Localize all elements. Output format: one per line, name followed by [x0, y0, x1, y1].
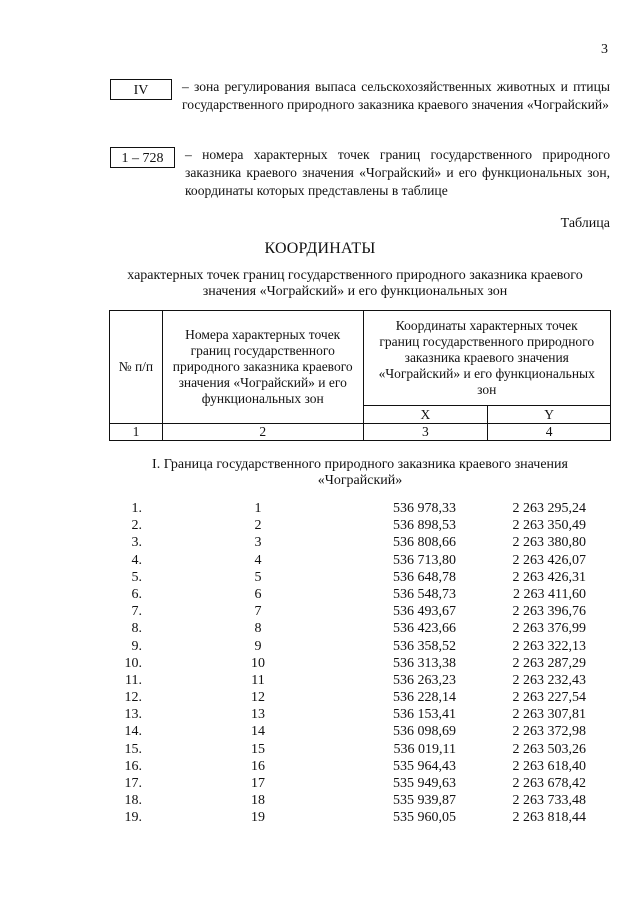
table-row: [0, 500, 640, 517]
row-x: 536 898,53: [393, 518, 456, 534]
row-point: 14: [251, 724, 265, 740]
table-row: [0, 758, 640, 775]
row-y: 2 263 411,60: [513, 586, 586, 602]
header-cell-y: Y: [488, 406, 611, 424]
row-y: 2 263 503,26: [512, 741, 586, 757]
row-number: 1.: [131, 501, 142, 516]
row-point: 8: [254, 621, 262, 637]
row-x: 536 263,23: [393, 672, 456, 688]
coordinates-table-header: [109, 310, 611, 441]
row-x: 536 313,38: [393, 655, 456, 671]
row-number: 2.: [131, 518, 142, 534]
table-row: [0, 620, 640, 637]
row-number: 4.: [131, 552, 142, 568]
row-number: 19.: [124, 810, 142, 826]
header-cell-x: X: [363, 406, 488, 424]
row-number: 17.: [124, 776, 142, 791]
row-number: 13.: [124, 707, 142, 723]
row-point: 4: [254, 552, 262, 568]
row-point: 15: [251, 741, 265, 757]
coordinates-table-body: [0, 500, 640, 827]
row-point: 1: [254, 501, 262, 516]
row-y: 2 263 287,29: [512, 655, 586, 671]
row-y: 2 263 372,98: [512, 724, 586, 740]
row-y: 2 263 396,76: [512, 604, 586, 620]
legend-item-point-numbers: [110, 146, 610, 200]
table-row: [0, 792, 640, 809]
row-x: 536 493,67: [393, 604, 456, 620]
row-x: 536 648,78: [393, 569, 456, 585]
row-y: 2 263 818,44: [512, 810, 586, 826]
row-point: 18: [251, 793, 265, 809]
legend-symbol: 1 – 728: [110, 147, 175, 168]
row-x: 536 548,73: [393, 586, 456, 602]
row-y: 2 263 426,07: [512, 552, 586, 568]
row-y: 2 263 307,81: [512, 707, 586, 723]
document-subtitle: характерных точек границ государственного природного заказника краевого значения «Чограйский» и его функциональных зон: [127, 268, 583, 299]
row-point: 7: [254, 604, 262, 620]
table-row: [0, 809, 640, 826]
row-number: 3.: [131, 535, 142, 551]
table-caption: Таблица: [560, 216, 610, 231]
header-index-cell: 3: [363, 424, 488, 441]
table-row: [0, 672, 640, 689]
row-point: 5: [254, 569, 262, 585]
row-number: 6.: [131, 586, 142, 602]
row-number: 14.: [124, 724, 142, 740]
row-y: 2 263 380,80: [512, 535, 586, 551]
row-point: 11: [251, 672, 265, 688]
row-x: 536 019,11: [393, 741, 456, 757]
page-number: 3: [601, 42, 608, 57]
row-x: 536 423,66: [393, 621, 456, 637]
row-number: 7.: [131, 604, 142, 620]
row-x: 535 939,87: [393, 793, 456, 809]
header-index-cell: 4: [488, 424, 611, 441]
row-number: 8.: [131, 621, 142, 637]
row-x: 536 228,14: [393, 690, 456, 706]
document-title: КООРДИНАТЫ: [264, 240, 376, 257]
header-index-cell: 2: [162, 424, 363, 441]
row-point: 6: [254, 586, 262, 602]
row-y: 2 263 232,43: [512, 672, 586, 688]
row-x: 535 964,43: [393, 758, 456, 774]
table-row: [0, 706, 640, 723]
row-point: 17: [251, 776, 265, 791]
table-row: [0, 569, 640, 586]
table-row: [0, 723, 640, 740]
legend-symbol: IV: [110, 79, 172, 100]
row-point: 16: [251, 758, 265, 774]
legend-item-zone-iv: [110, 78, 610, 114]
row-number: 15.: [124, 741, 142, 757]
table-row: [0, 552, 640, 569]
row-y: 2 263 733,48: [512, 793, 586, 809]
row-x: 536 098,69: [393, 724, 456, 740]
row-point: 19: [251, 810, 265, 826]
row-y: 2 263 618,40: [512, 758, 586, 774]
row-y: 2 263 322,13: [512, 638, 586, 654]
row-x: 536 713,80: [393, 552, 456, 568]
row-y: 2 263 227,54: [512, 690, 586, 706]
row-y: 2 263 426,31: [512, 569, 586, 585]
table-row: [0, 586, 640, 603]
row-point: 3: [254, 535, 262, 551]
row-number: 12.: [124, 690, 142, 706]
row-number: 5.: [131, 569, 142, 585]
table-row: [0, 741, 640, 758]
row-x: 536 153,41: [393, 707, 456, 723]
row-point: 12: [251, 690, 265, 706]
table-row: [0, 603, 640, 620]
row-point: 2: [254, 518, 262, 534]
row-x: 536 978,33: [393, 501, 456, 516]
header-index-cell: 1: [110, 424, 163, 441]
table-row: [0, 689, 640, 706]
row-x: 536 358,52: [393, 638, 456, 654]
row-point: 13: [251, 707, 265, 723]
row-number: 18.: [124, 793, 142, 809]
row-y: 2 263 678,42: [512, 776, 586, 791]
row-number: 11.: [125, 672, 142, 688]
row-number: 9.: [131, 638, 142, 654]
row-x: 535 960,05: [393, 810, 456, 826]
row-point: 10: [251, 655, 265, 671]
row-x: 536 808,66: [393, 535, 456, 551]
legend-description: – номера характерных точек границ государственного природного заказника краевого значения «Чограйский» и его функциональных зон, координаты которых представлены в таблице: [185, 147, 610, 198]
section-heading: I. Граница государственного природного заказника краевого значения «Чограйский»: [152, 457, 568, 488]
row-y: 2 263 295,24: [512, 501, 586, 516]
header-cell-point-numbers: Номера характерных точек границ государственного природного заказника краевого значения «Чограйский» и его функциональных зон: [162, 311, 363, 424]
table-row: [0, 517, 640, 534]
row-number: 10.: [124, 655, 142, 671]
table-row: [0, 534, 640, 551]
table-row: [0, 775, 640, 792]
legend-description: – зона регулирования выпаса сельскохозяйственных животных и птицы государственного природного заказника краевого значения «Чограйский»: [182, 79, 610, 112]
row-point: 9: [254, 638, 262, 654]
row-y: 2 263 350,49: [512, 518, 586, 534]
table-row: [0, 638, 640, 655]
row-y: 2 263 376,99: [512, 621, 586, 637]
header-cell-coordinates: Координаты характерных точек границ государственного природного заказника краевого значения «Чограйский» и его функциональных зон: [363, 311, 610, 406]
row-number: 16.: [124, 758, 142, 774]
header-cell-number: № п/п: [110, 311, 163, 424]
row-x: 535 949,63: [393, 776, 456, 791]
table-row: [0, 655, 640, 672]
